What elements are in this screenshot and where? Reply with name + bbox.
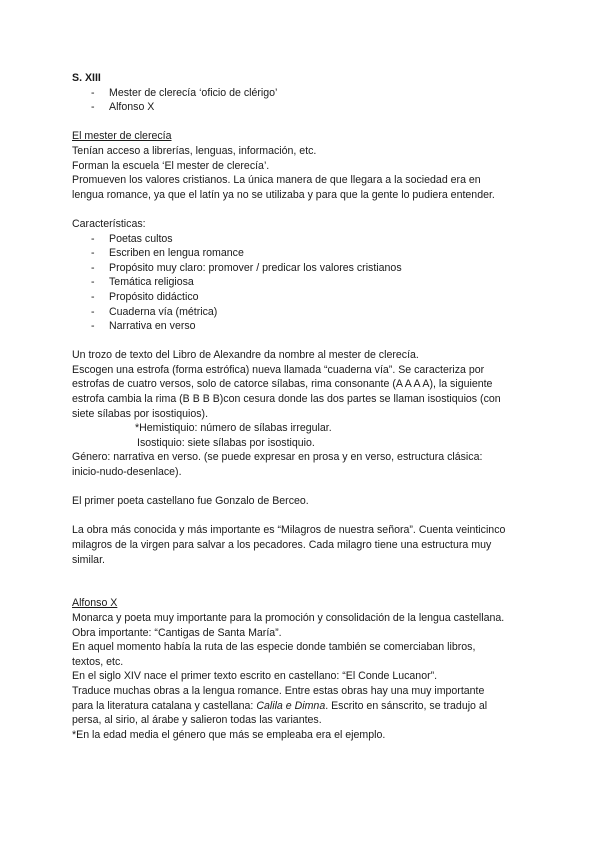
text-line: milagros de la virgen para salvar a los pecadores. Cada milagro tiene una estructura muy: [72, 539, 492, 551]
calila-title: Calila e Dimna: [256, 699, 326, 712]
text-line: Traduce muchas obras a la lengua romance. Entre estas obras hay una muy importante: [72, 684, 485, 697]
text-line: inicio-nudo-desenlace).: [72, 466, 182, 479]
text-line: similar.: [72, 553, 105, 566]
list-item: - Propósito muy claro: promover / predicar los valores cristianos: [72, 261, 540, 276]
list-item: - Mester de clerecía ‘oficio de clérigo’: [72, 86, 540, 101]
text-line: Tenían acceso a librerías, lenguas, información, etc.: [72, 144, 317, 157]
text-line: En el siglo XIV nace el primer texto escrito en castellano: “El Conde Lucanor”.: [72, 670, 438, 683]
alfonso-title: Alfonso X: [72, 597, 118, 610]
text-line: Escogen una estrofa (forma estrófica) nueva llamada “cuaderna vía”. Se caracteriza por: [72, 363, 485, 376]
calila-before: para la literatura catalana y castellana:: [72, 699, 257, 712]
list-item: - Narrativa en verso: [72, 319, 540, 334]
text-line: En aquel momento había la ruta de las especie donde también se comerciaban libros,: [72, 641, 476, 654]
list-item: - Propósito didáctico: [72, 290, 540, 305]
text-line: Forman la escuela ‘El mester de clerecía’.: [72, 159, 270, 172]
text-line: *En la edad media el género que más se empleaba era el ejemplo.: [72, 728, 386, 741]
text-line: Género: narrativa en verso. (se puede expresar en prosa y en verso, estructura clásica:: [72, 451, 483, 464]
list-item: - Temática religiosa: [72, 275, 540, 290]
text-line: Un trozo de texto del Libro de Alexandre da nombre al mester de clerecía.: [72, 349, 419, 362]
caracteristicas-title: Características:: [72, 217, 146, 230]
calila-after: . Escrito en sánscrito, se tradujo al: [325, 699, 488, 712]
list-item: - Cuaderna vía (métrica): [72, 305, 540, 320]
text-line: estrofa cambia la rima (B B B B)con cesura donde las dos partes se llaman isostiquios (con: [72, 393, 501, 406]
text-line: estrofas de cuatro versos, solo de catorce sílabas, rima consonante (A A A A), la siguiente: [72, 378, 493, 391]
list-item: - Escriben en lengua romance: [72, 246, 540, 261]
list-item: - Poetas cultos: [72, 232, 540, 247]
text-line: La obra más conocida y más importante es “Milagros de nuestra señora”. Cuenta veinticinco: [72, 524, 506, 537]
section-list: [72, 86, 540, 115]
text-line: Promueven los valores cristianos. La única manera de que llegara a la sociedad era en: [72, 174, 481, 187]
text-line: siete sílabas por isostiquios).: [72, 407, 209, 420]
text-line: persa, al sirio, al árabe y salieron todas las variantes.: [72, 714, 322, 727]
text-line-calila: [72, 699, 540, 714]
text-line: lengua romance, ya que el latín ya no se utilizaba y para que la gente lo pudiera entender.: [72, 188, 495, 201]
berceo-line: El primer poeta castellano fue Gonzalo de Berceo.: [72, 495, 309, 508]
isostiquio-note: Isostiquio: siete sílabas por isostiquio.: [137, 436, 315, 449]
section-heading: S. XIII: [72, 72, 101, 84]
list-item: - Alfonso X: [72, 100, 540, 115]
text-line: textos, etc.: [72, 655, 124, 668]
text-line: Obra importante: “Cantigas de Santa María”.: [72, 626, 282, 639]
hemistiquio-note: *Hemistiquio: número de sílabas irregular.: [135, 422, 332, 435]
caracteristicas-list: [72, 232, 540, 334]
text-line: Monarca y poeta muy importante para la promoción y consolidación de la lengua castellana.: [72, 611, 505, 624]
mester-title: El mester de clerecía: [72, 130, 172, 143]
